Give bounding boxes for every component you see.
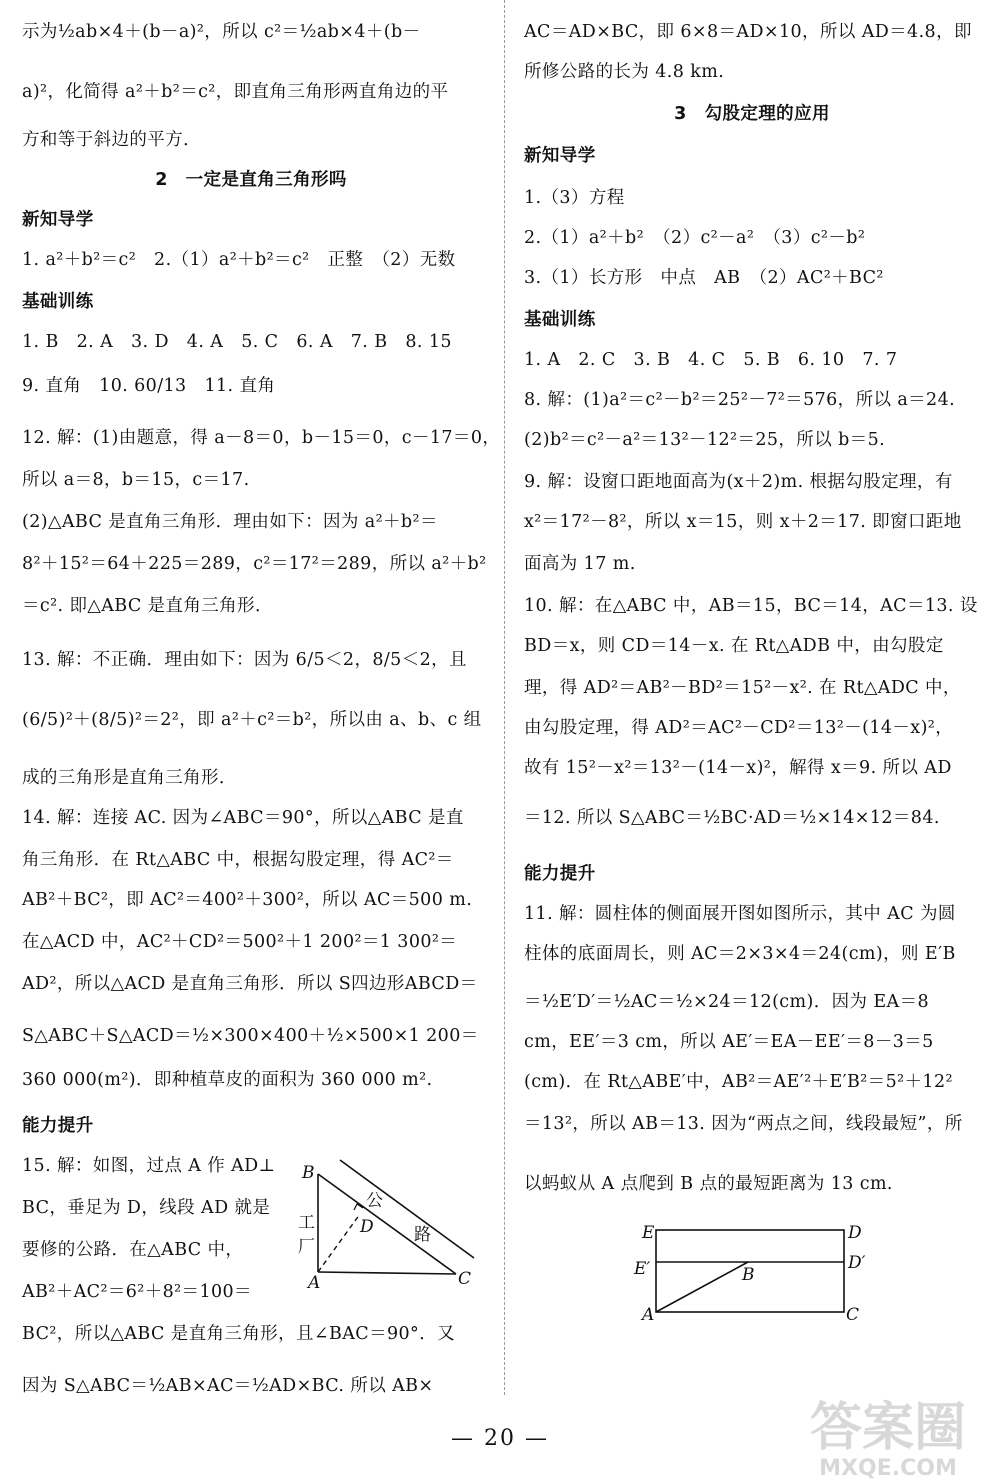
label-c: C: [458, 1269, 472, 1288]
road-edge-lower: [318, 1174, 456, 1274]
left-text-line: 要修的公路．在△ABC 中，: [22, 1240, 244, 1260]
left-text-line: 13. 解：不正确．理由如下：因为 6/5＜2，8/5＜2，且: [22, 650, 467, 670]
left-text-line: 1. a²＋b²＝c² 2.（1）a²＋b²＝c² 正整 （2）无数: [22, 250, 456, 270]
label-d: D: [360, 1217, 374, 1237]
right-text-line: 1. A 2. C 3. B 4. C 5. B 6. 10 7. 7: [524, 350, 898, 370]
left-text-line: a)²，化简得 a²＋b²＝c²，即直角三角形两直角边的平: [22, 82, 449, 102]
left-text-line: 12. 解：(1)由题意，得 a－8＝0，b－15＝0，c－17＝0，: [22, 428, 501, 448]
right-text-line: 由勾股定理，得 AD²＝AC²－CD²＝13²－(14－x)²，: [524, 718, 954, 738]
factory-char-1: 工: [298, 1213, 315, 1233]
right-text-line: (cm)．在 Rt△ABE′中，AB²＝AE′²＋E′B²＝5²＋12²: [524, 1072, 953, 1092]
right-section: 3 勾股定理的应用: [674, 104, 830, 124]
right-text-line: 柱体的底面周长，则 AC＝2×3×4＝24(cm)，则 E′B: [524, 944, 956, 964]
right-text-line: 10. 解：在△ABC 中，AB＝15，BC＝14，AC＝13. 设: [524, 596, 978, 616]
left-text-line: AB²＋AC²＝6²＋8²＝100＝: [22, 1282, 252, 1302]
right-heading: 能力提升: [524, 864, 596, 884]
right-text-line: 11. 解：圆柱体的侧面展开图如图所示，其中 AC 为圆: [524, 904, 956, 924]
column-divider: [504, 0, 505, 1395]
label-a: A: [308, 1273, 321, 1288]
label-c: C: [846, 1305, 860, 1325]
label-a: A: [642, 1305, 655, 1325]
right-heading: 新知导学: [524, 146, 596, 166]
left-text-line: AB²＋BC²，即 AC²＝400²＋300²，所以 AC＝500 m.: [22, 890, 473, 910]
left-text-line: 15. 解：如图，过点 A 作 AD⊥: [22, 1156, 276, 1176]
right-text-line: ＝13²，所以 AB＝13. 因为“两点之间，线段最短”，所: [524, 1114, 963, 1134]
right-text-line: 2.（1）a²＋b² （2）c²－a² （3）c²－b²: [524, 228, 866, 248]
left-text-line: 9. 直角 10. 60/13 11. 直角: [22, 376, 276, 396]
right-text-line: 理，得 AD²＝AB²－BD²＝15²－x². 在 Rt△ADC 中，: [524, 678, 961, 698]
right-text-line: x²＝17²－8²，所以 x＝15，则 x＋2＝17. 即窗口距地: [524, 512, 962, 532]
right-text-line: (2)b²＝c²－a²＝13²－12²＝25，所以 b＝5.: [524, 430, 886, 450]
side-ac: [318, 1272, 456, 1274]
right-text-line: 以蚂蚁从 A 点爬到 B 点的最短距离为 13 cm.: [524, 1174, 893, 1194]
watermark-title: 答案圈: [810, 1398, 967, 1458]
left-text-line: 在△ACD 中，AC²＋CD²＝500²＋1 200²＝1 300²＝: [22, 932, 458, 952]
segment-ad: [318, 1214, 360, 1272]
right-text-line: 9. 解：设窗口距地面高为(x＋2)m. 根据勾股定理，有: [524, 472, 953, 492]
segment-ab: [656, 1262, 748, 1312]
right-text-line: ＝12. 所以 S△ABC＝½BC·AD＝½×14×12＝84.: [524, 808, 940, 828]
left-text-line: 360 000(m²)．即种植草皮的面积为 360 000 m².: [22, 1070, 433, 1090]
label-b: B: [742, 1265, 755, 1285]
right-text-line: BD＝x，则 CD＝14－x. 在 Rt△ADB 中，由勾股定: [524, 636, 944, 656]
left-text-line: 方和等于斜边的平方．: [22, 130, 201, 150]
right-text-line: ＝½E′D′＝½AC＝½×24＝12(cm)．因为 EA＝8: [524, 992, 930, 1012]
right-text-line: cm，EE′＝3 cm，所以 AE′＝EA－EE′＝8－3＝5: [524, 1032, 934, 1052]
right-text-line: 8. 解：(1)a²＝c²－b²＝25²－7²＝576，所以 a＝24.: [524, 390, 956, 410]
right-text-line: 1.（3）方程: [524, 188, 625, 208]
road-char-2: 路: [414, 1225, 431, 1245]
left-text-line: 因为 S△ABC＝½AB×AC＝½AD×BC. 所以 AB×: [22, 1376, 434, 1396]
left-text-line: (2)△ABC 是直角三角形．理由如下：因为 a²＋b²＝: [22, 512, 438, 532]
label-e: E: [642, 1223, 655, 1243]
right-text-line: 3.（1）长方形 中点 AB （2）AC²＋BC²: [524, 268, 884, 288]
left-text-line: ＝c². 即△ABC 是直角三角形．: [22, 596, 273, 616]
left-text-line: 成的三角形是直角三角形．: [22, 768, 237, 788]
label-d-prime: D′: [848, 1253, 866, 1273]
right-text-line: 所修公路的长为 4.8 km.: [524, 62, 725, 82]
road-edge-upper: [340, 1160, 474, 1258]
left-text-line: S△ABC＋S△ACD＝½×300×400＋½×500×1 200＝: [22, 1026, 479, 1046]
cylinder-net-figure: [628, 1218, 868, 1328]
right-heading: 基础训练: [524, 310, 596, 330]
left-text-line: (6/5)²＋(8/5)²＝2²，即 a²＋c²＝b²，所以由 a、b、c 组: [22, 710, 482, 730]
label-d: D: [848, 1223, 862, 1243]
left-text-line: AD²，所以△ACD 是直角三角形．所以 S四边形ABCD＝: [22, 974, 478, 994]
left-text-line: 角三角形．在 Rt△ABC 中，根据勾股定理，得 AC²＝: [22, 850, 454, 870]
left-text-line: BC²，所以△ABC 是直角三角形，且∠BAC＝90°．又: [22, 1324, 455, 1344]
label-e-prime: E′: [634, 1259, 651, 1279]
right-text-line: AC＝AD×BC，即 6×8＝AD×10，所以 AD＝4.8，即: [524, 22, 972, 42]
factory-char-2: 厂: [298, 1237, 315, 1257]
left-heading: 新知导学: [22, 210, 94, 230]
left-text-line: BC，垂足为 D，线段 AD 就是: [22, 1198, 271, 1218]
left-section: 2 一定是直角三角形吗: [155, 170, 347, 190]
left-heading: 能力提升: [22, 1116, 94, 1136]
left-text-line: 所以 a＝8，b＝15，c＝17.: [22, 470, 250, 490]
left-text-line: 1. B 2. A 3. D 4. A 5. C 6. A 7. B 8. 15: [22, 332, 452, 352]
left-text-line: 14. 解：连接 AC. 因为∠ABC＝90°，所以△ABC 是直: [22, 808, 464, 828]
road-char-1: 公: [366, 1191, 383, 1211]
watermark-url: MXQE.COM: [819, 1456, 957, 1481]
left-heading: 基础训练: [22, 292, 94, 312]
page-number: — 20 —: [451, 1426, 549, 1451]
left-text-line: 示为½ab×4＋(b－a)²，所以 c²＝½ab×4＋(b－: [22, 22, 421, 42]
left-text-line: 8²＋15²＝64＋225＝289，c²＝17²＝289，所以 a²＋b²: [22, 554, 487, 574]
right-text-line: 面高为 17 m.: [524, 554, 636, 574]
label-b: B: [302, 1163, 315, 1183]
watermark-logo: [810, 1400, 966, 1481]
road-figure: [296, 1158, 486, 1288]
right-text-line: 故有 15²－x²＝13²－(14－x)²，解得 x＝9. 所以 AD: [524, 758, 952, 778]
